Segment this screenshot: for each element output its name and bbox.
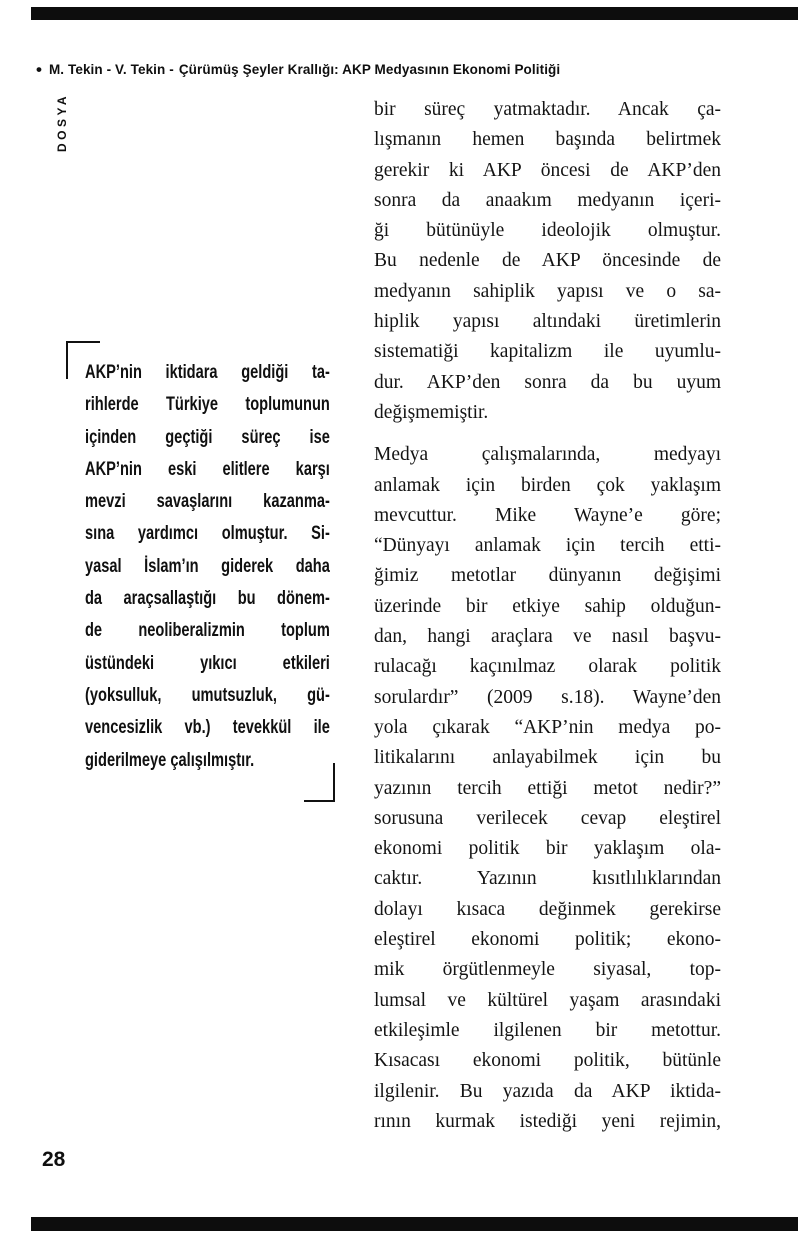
- pull-quote-line: da araçsallaştığı bu dönem-: [85, 588, 330, 610]
- paragraph: [374, 95, 721, 428]
- text-line: lışmanın hemen başında belirtmek: [374, 129, 721, 151]
- article-body: [374, 95, 721, 1137]
- top-bar: [31, 7, 798, 20]
- pull-quote-line: AKP’nin eski elitlere karşı: [85, 458, 330, 480]
- text-line: sorulardır” (2009 s.18). Wayne’den: [374, 686, 721, 708]
- text-line: değişmemiştir.: [374, 401, 489, 423]
- pull-quote-line: mevzi savaşlarını kazanma-: [85, 491, 330, 513]
- pull-quote-line: yasal İslam’ın giderek daha: [85, 555, 330, 577]
- text-line: anlamak için birden çok yaklaşım: [374, 474, 721, 496]
- text-line: sistematiği kapitalizm ile uyumlu-: [374, 341, 721, 363]
- text-line: dan, hangi araçlara ve nasıl başvu-: [374, 626, 721, 648]
- paragraph: [374, 440, 721, 1137]
- text-line: Bu nedenle de AKP öncesinde de: [374, 250, 721, 272]
- pull-quote-line: (yoksulluk, umutsuzluk, gü-: [85, 684, 330, 706]
- text-line: dur. AKP’den sonra da bu uyum: [374, 371, 721, 393]
- pull-quote-line: AKP’nin iktidara geldiği ta-: [85, 362, 330, 383]
- page-number: 28: [42, 1148, 66, 1171]
- text-line: gerekir ki AKP öncesi de AKP’den: [374, 159, 721, 181]
- text-line: bir süreç yatmaktadır. Ancak ça-: [374, 99, 721, 120]
- text-line: ekonomi politik bir yaklaşım ola-: [374, 838, 721, 860]
- text-line: Kısacası ekonomi politik, bütünle: [374, 1050, 721, 1072]
- text-line: ğimiz metotlar dünyanın değişimi: [374, 565, 721, 587]
- header-title: Çürümüş Şeyler Krallığı: AKP Medyasının Ekonomi Politiği: [178, 62, 561, 77]
- quote-bracket-bottom-icon: [304, 763, 335, 802]
- text-line: yola çıkarak “AKP’nin medya po-: [374, 716, 721, 738]
- text-line: mik örgütlenmeyle siyasal, top-: [374, 959, 721, 981]
- text-line: caktır. Yazının kısıtlılıklarından: [374, 868, 721, 890]
- text-line: lumsal ve kültürel yaşam arasındaki: [374, 989, 721, 1011]
- section-label-vertical: DOSYA: [55, 92, 69, 152]
- pull-quote-line: üstündeki yıkıcı etkileri: [85, 652, 330, 674]
- bullet-icon: •: [36, 60, 42, 79]
- text-line: Medya çalışmalarında, medyayı: [374, 444, 721, 466]
- text-line: ği bütünüyle ideolojik olmuştur.: [374, 220, 721, 242]
- text-line: sorusuna verilecek cevap eleştirel: [374, 807, 721, 829]
- text-line: yazının tercih ettiği metot nedir?”: [374, 777, 721, 799]
- pull-quote-line: de neoliberalizmin toplum: [85, 620, 330, 642]
- text-line: rının kurmak istediği yeni rejimin,: [374, 1110, 721, 1132]
- text-line: “Dünyayı anlamak için tercih etti-: [374, 535, 721, 557]
- text-line: mevcuttur. Mike Wayne’e göre;: [374, 504, 721, 526]
- text-line: dolayı kısaca değinmek gerekirse: [374, 898, 721, 920]
- text-line: hiplik yapısı altındaki üretimlerin: [374, 311, 721, 333]
- text-line: üzerinde bir etkiye sahip olduğun-: [374, 595, 721, 617]
- text-line: medyanın sahiplik yapısı ve o sa-: [374, 280, 721, 302]
- text-line: rulacağı kaçınılmaz olarak politik: [374, 656, 721, 678]
- text-line: litikalarını anlayabilmek için bu: [374, 747, 721, 769]
- header: [36, 60, 560, 80]
- pull-quote-line: giderilmeye çalışılmıştır.: [85, 749, 255, 771]
- header-authors: M. Tekin - V. Tekin -: [48, 62, 174, 77]
- text-line: ilgilenir. Bu yazıda da AKP iktida-: [374, 1080, 721, 1102]
- text-line: sonra da anaakım medyanın içeri-: [374, 189, 721, 211]
- text-line: eleştirel ekonomi politik; ekono-: [374, 929, 721, 951]
- text-line: etkileşimle ilgilenen bir metottur.: [374, 1019, 721, 1041]
- pull-quote-line: sına yardımcı olmuştur. Si-: [85, 523, 330, 545]
- pull-quote-line: vencesizlik vb.) tevekkül ile: [85, 717, 330, 739]
- pull-quote-line: rihlerde Türkiye toplumunun: [85, 394, 330, 416]
- pull-quote-text: [85, 357, 330, 777]
- pull-quote-line: içinden geçtiği süreç ise: [85, 426, 330, 448]
- bottom-bar: [31, 1217, 798, 1231]
